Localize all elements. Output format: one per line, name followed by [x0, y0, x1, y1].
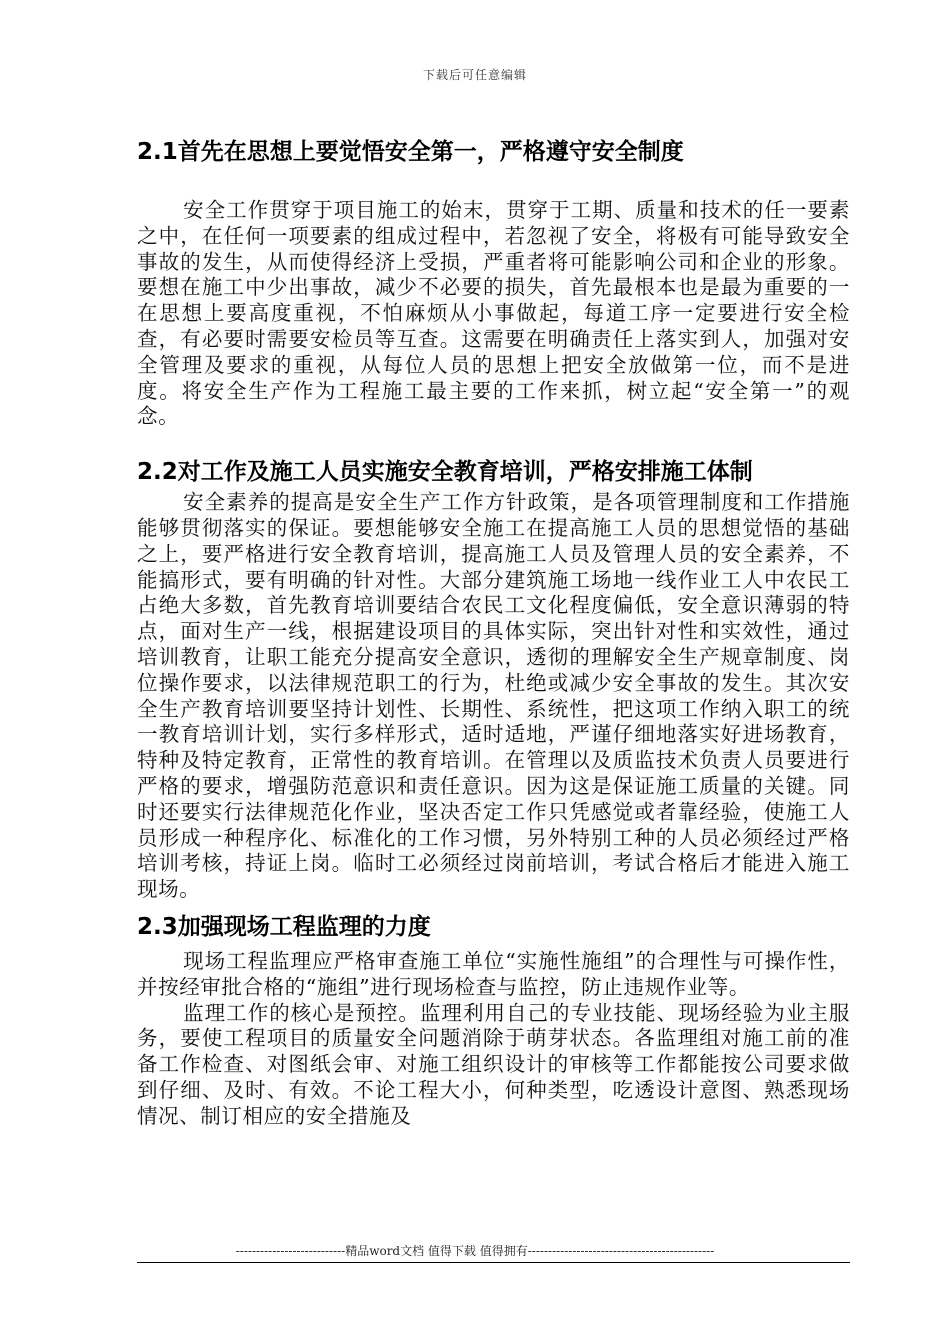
section-heading-2-1: 2.1首先在思想上要觉悟安全第一，严格遵守安全制度 — [137, 139, 684, 165]
section-2-3-paragraph-1: 现场工程监理应严格审查施工单位“实施性施组”的合理性与可操作性，并按经审批合格的“施组”进行现场检查与监控，防止违规作业等。 — [137, 948, 850, 999]
page-footer: ---------------------------精品word文档 值得下载 值得拥有---------------------------------------------- — [235, 1244, 715, 1258]
page-header: 下载后可任意编辑 — [422, 68, 527, 82]
section-2-1-paragraph: 安全工作贯穿于项目施工的始末，贯穿于工期、质量和技术的任一要素之中，在任何一项要素的组成过程中，若忽视了安全，将极有可能导致安全事故的发生，从而使得经济上受损，严重者将可能影响公司和企业的形象。要想在施工中少出事故，减少不必要的损失，首先最根本也是最为重要的一在思想上要高度重视，不怕麻烦从小事做起，每道工序一定要进行安全检查，有必要时需要安检员等互查。这需要在明确责任上落实到人，加强对安全管理及要求的重视，从每位人员的思想上把安全放做第一位，而不是进度。将安全生产作为工程施工最主要的工作来抓，树立起“安全第一”的观念。 — [137, 198, 850, 429]
section-2-2-paragraph: 安全素养的提高是安全生产工作方针政策，是各项管理制度和工作措施能够贯彻落实的保证。要想能够安全施工在提高施工人员的思想觉悟的基础之上，要严格进行安全教育培训，提高施工人员及管理人员的安全素养，不能搞形式，要有明确的针对性。大部分建筑施工场地一线作业工人中农民工占绝大多数，首先教育培训要结合农民工文化程度偏低，安全意识薄弱的特点，面对生产一线，根据建设项目的具体实际，突出针对性和实效性，通过培训教育，让职工能充分提高安全意识，透彻的理解安全生产规章制度、岗位操作要求，以法律规范职工的行为，杜绝或减少安全事故的发生。其次安全生产教育培训要坚持计划性、长期性、系统性，把这项工作纳入职工的统一教育培训计划，实行多样形式，适时适地，严谨仔细地落实好进场教育，特种及特定教育，正常性的教育培训。在管理以及质监技术负责人员要进行严格的要求，增强防范意识和责任意识。因为这是保证施工质量的关键。同时还要实行法律规范化作业，坚决否定工作只凭感觉或者靠经验，使施工人员形成一种程序化、标准化的工作习惯，另外特别工种的人员必须经过严格培训考核，持证上岗。临时工必须经过岗前培训，考试合格后才能进入施工现场。 — [137, 490, 850, 902]
section-heading-2-3: 2.3加强现场工程监理的力度 — [137, 913, 431, 940]
section-2-3-paragraph-2: 监理工作的核心是预控。监理利用自己的专业技能、现场经验为业主服务，要使工程项目的质量安全问题消除于萌芽状态。各监理组对施工前的准备工作检查、对图纸会审、对施工组织设计的审核等工作都能按公司要求做到仔细、及时、有效。不论工程大小，何种类型，吃透设计意图、熟悉现场情况、制订相应的安全措施及 — [137, 1000, 850, 1128]
section-heading-2-2: 2.2对工作及施工人员实施安全教育培训，严格安排施工体制 — [137, 459, 753, 486]
document-body — [137, 136, 850, 1130]
footer-divider — [137, 1262, 850, 1263]
